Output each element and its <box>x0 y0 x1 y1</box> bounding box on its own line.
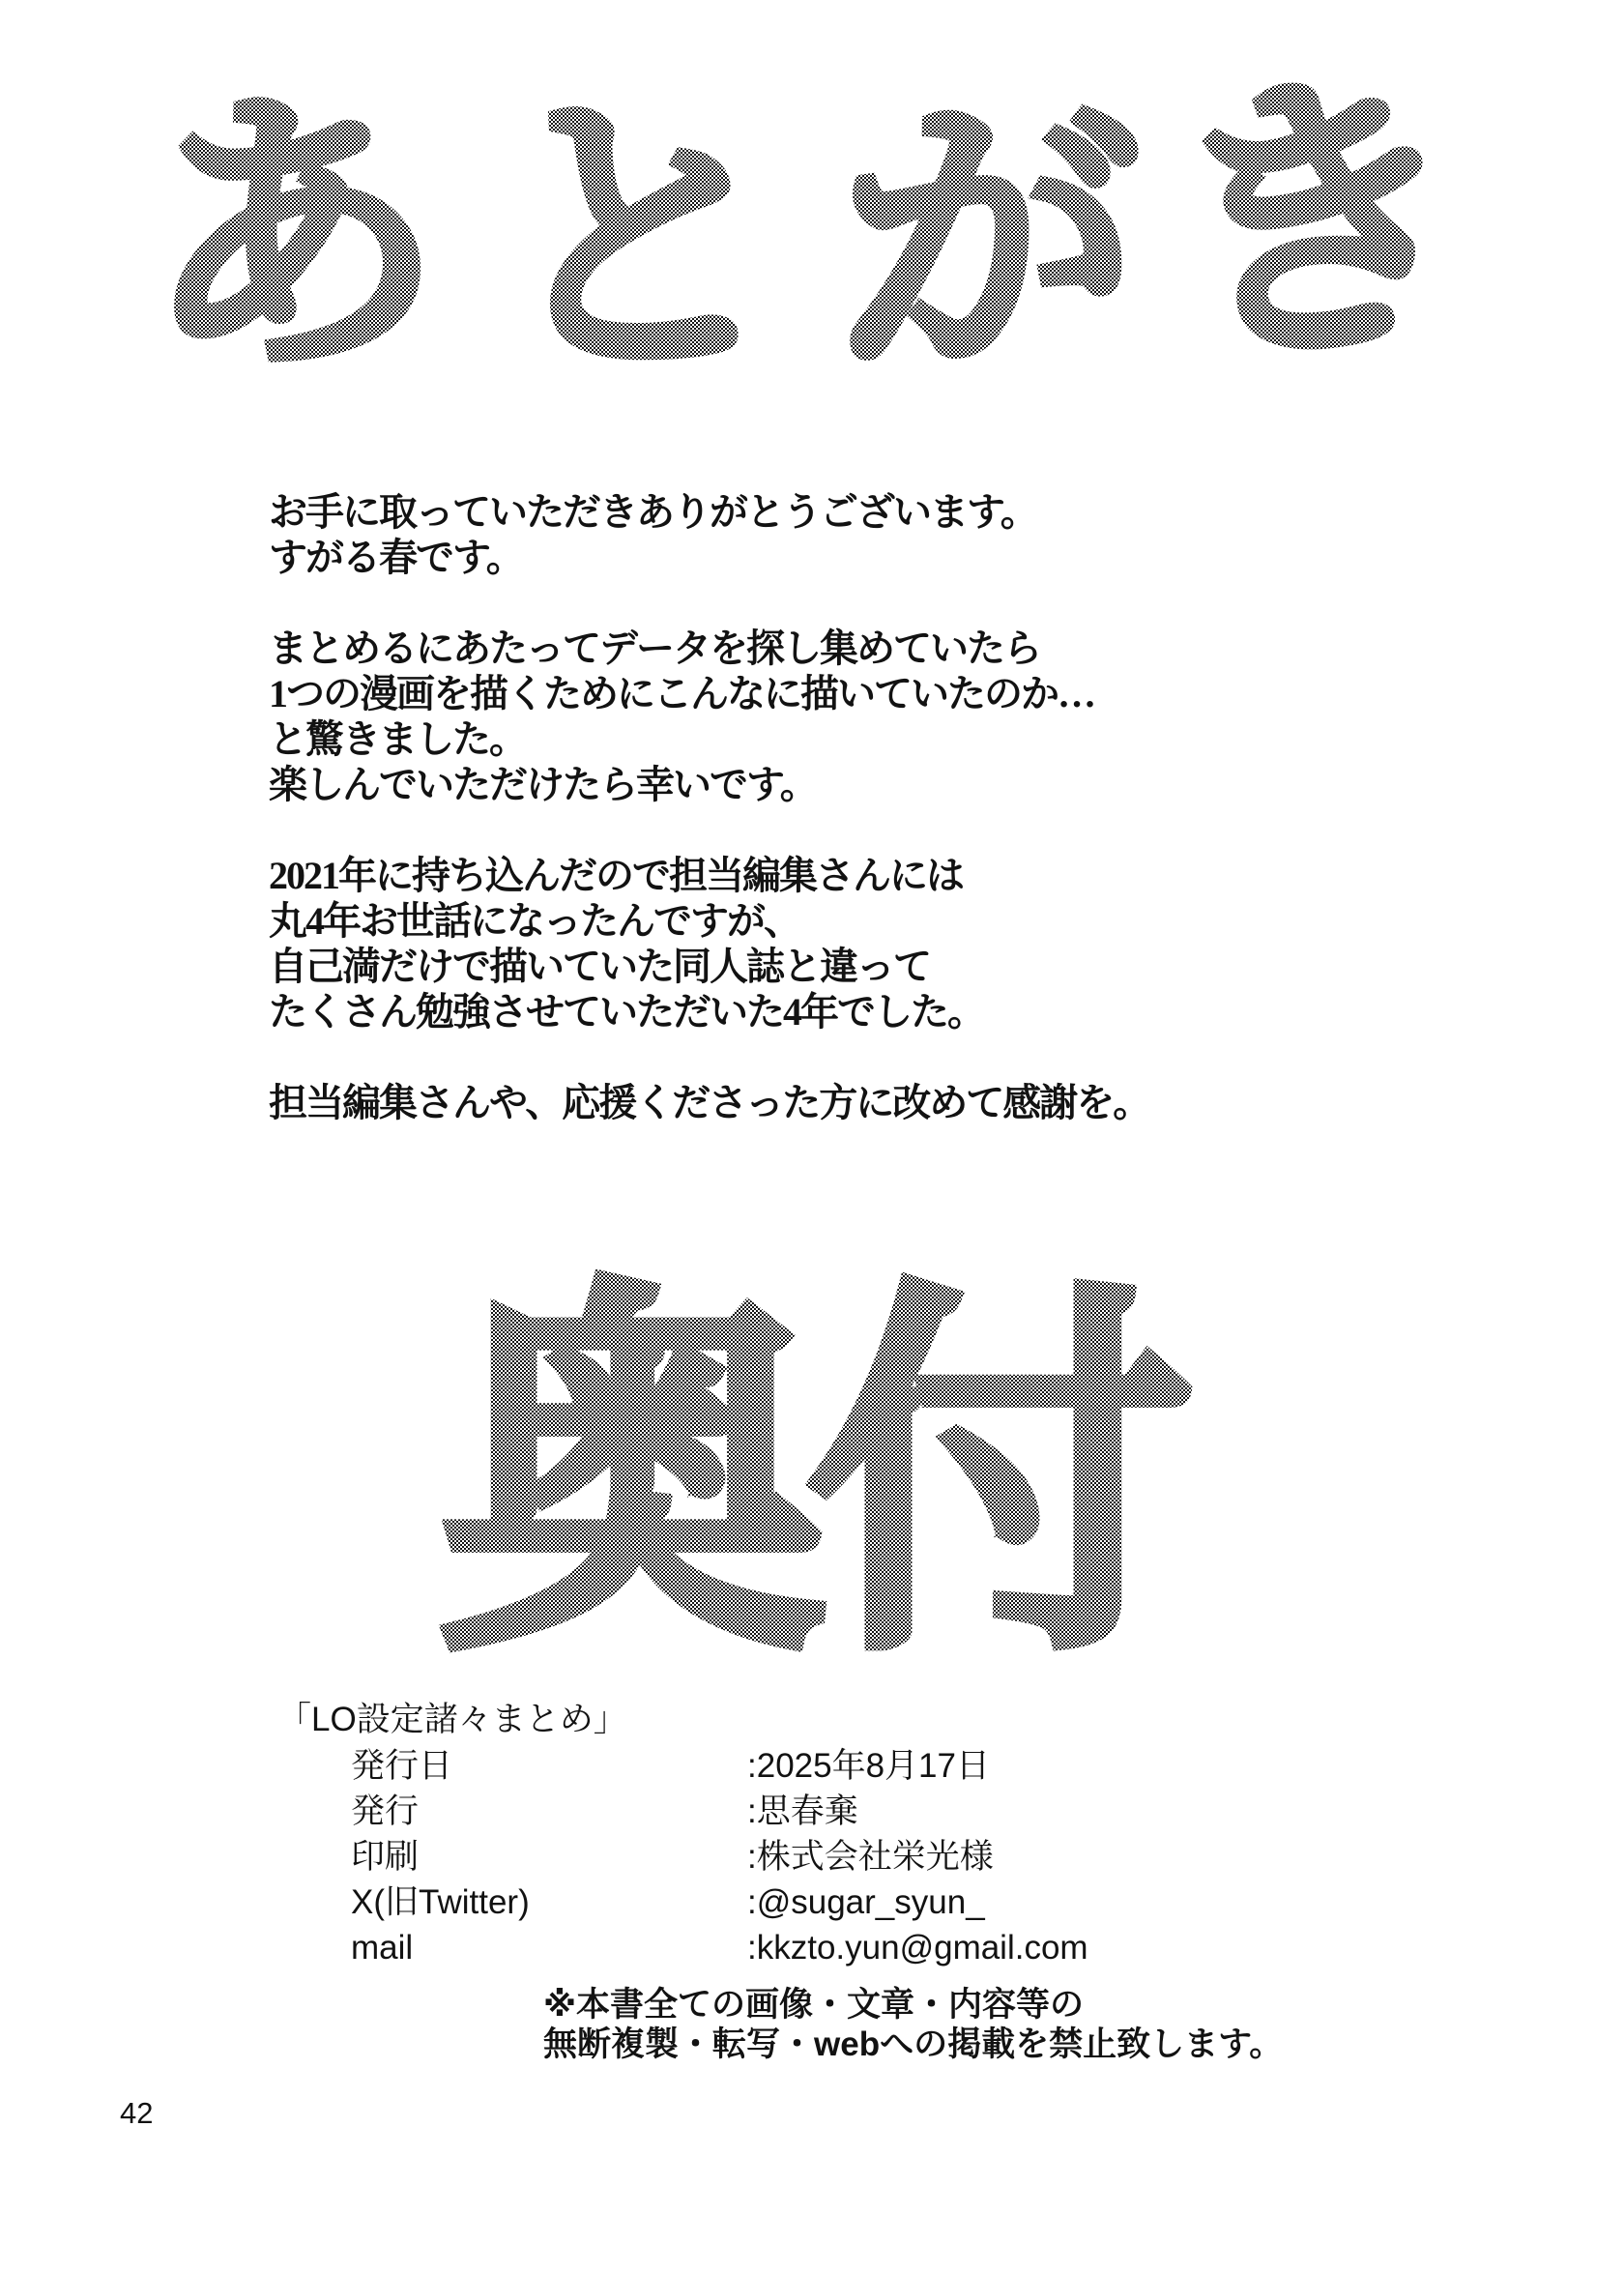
afterword-line <box>269 807 1149 853</box>
copyright-notice-line: 無断複製・転写・webへの掲載を禁止致します。 <box>543 2025 1284 2063</box>
colophon-row <box>351 1925 1318 1970</box>
afterword-line: 自己満だけで描いていた同人誌と違って <box>269 945 930 988</box>
afterword-line <box>269 580 1149 626</box>
afterword-line <box>269 1035 1149 1080</box>
afterword-line: 担当編集さんや、応援くださった方に改めて感謝を。 <box>269 1081 1150 1124</box>
afterword-line: たくさん勉強させていただいた4年でした。 <box>269 990 984 1034</box>
book-title: 「LO設定諸々まとめ」 <box>277 1701 627 1738</box>
colophon-value: :@sugar_syun_ <box>747 1883 985 1921</box>
colophon-label: X(旧Twitter) <box>351 1883 530 1921</box>
colophon-value: :思春棄 <box>747 1792 858 1830</box>
colophon <box>277 1698 1088 1967</box>
colophon-label: 発行 <box>351 1792 420 1830</box>
colophon-row <box>351 1789 1318 1834</box>
colophon-label: mail <box>351 1929 414 1967</box>
afterword-line: まとめるにあたってデータを探し集めていたら <box>269 627 1040 670</box>
colophon-value: :株式会社栄光様 <box>747 1838 994 1876</box>
colophon-heading: 奥付 <box>440 1260 1174 1692</box>
afterword-line: 2021年に持ち込んだので担当編集さんには <box>269 854 963 897</box>
colophon-label: 印刷 <box>351 1838 420 1876</box>
colophon-row <box>351 1834 1318 1880</box>
afterword-heading-art <box>126 31 1576 414</box>
afterword-body <box>269 489 1149 1125</box>
colophon-value: :2025年8月17日 <box>747 1747 990 1785</box>
afterword-line: お手に取っていただきありがとうございます。 <box>269 490 1037 534</box>
colophon-row <box>351 1880 1318 1925</box>
afterword-heading: あとがき <box>140 31 1535 414</box>
copyright-notice-line: ※本書全ての画像・文章・内容等の <box>543 1986 1085 2024</box>
colophon-row <box>351 1743 1318 1789</box>
afterword-line: 1つの漫画を描くためにこんなに描いていたのか… <box>269 672 1094 715</box>
copyright-notice <box>543 1985 1283 2064</box>
page-number: 42 <box>120 2096 154 2130</box>
afterword-line: すがる春です。 <box>269 536 523 579</box>
afterword-line: と驚きました。 <box>269 717 526 761</box>
colophon-heading-art <box>416 1260 1218 1706</box>
colophon-label: 発行日 <box>351 1747 453 1785</box>
colophon-rows <box>351 1743 1318 1970</box>
colophon-value: :kkzto.yun@gmail.com <box>747 1929 1088 1967</box>
afterword-line: 楽しんでいただけたら幸いです。 <box>269 763 817 806</box>
afterword-line: 丸4年お世話になったんですが、 <box>269 899 800 943</box>
